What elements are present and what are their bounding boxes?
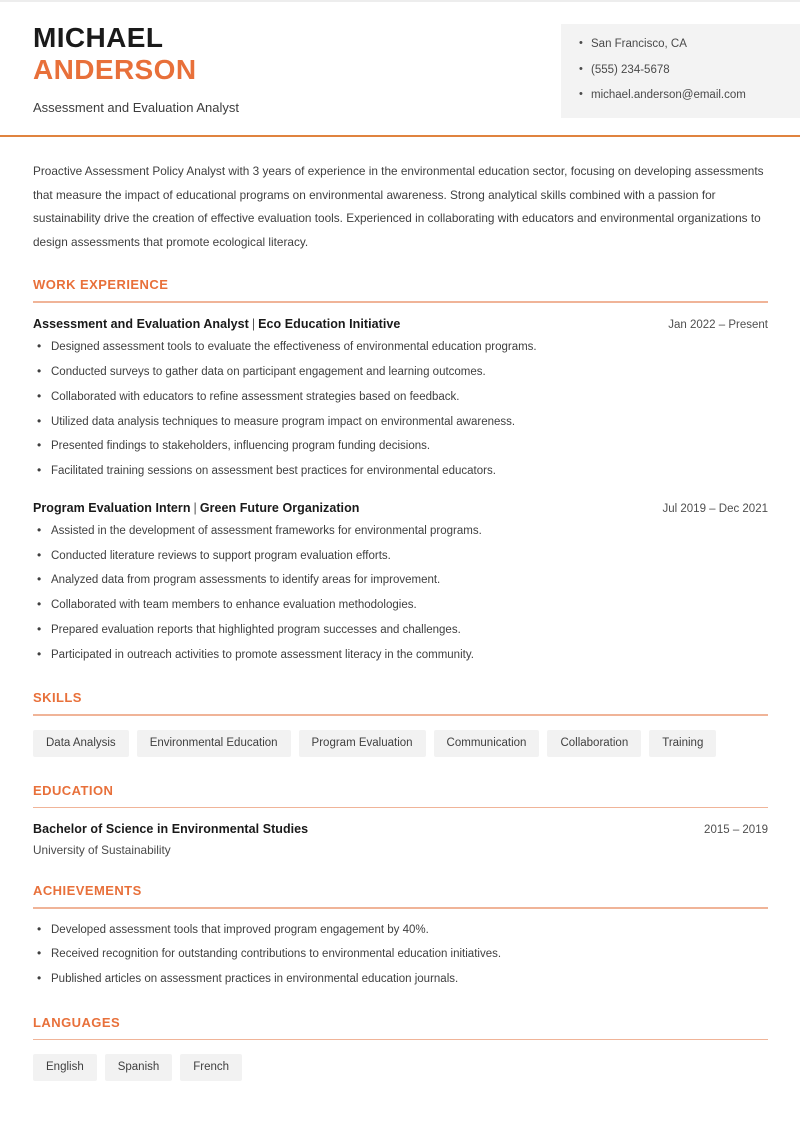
experience-entry-header bbox=[33, 317, 768, 331]
first-name: MICHAEL bbox=[33, 22, 164, 53]
language-tag: French bbox=[180, 1054, 242, 1081]
contact-info-box bbox=[561, 24, 800, 118]
job-title-subheading: Assessment and Evaluation Analyst bbox=[33, 99, 239, 115]
skills-tag-list bbox=[33, 730, 767, 757]
education-entry-header bbox=[33, 822, 768, 836]
contact-list bbox=[579, 38, 800, 102]
last-name: ANDERSON bbox=[33, 54, 197, 86]
bullet-item: • Assisted in the development of assessment frameworks for environmental programs. bbox=[33, 524, 767, 538]
title-separator: | bbox=[251, 316, 256, 331]
contact-phone[interactable]: • (555) 234-5678 bbox=[579, 64, 800, 77]
education-school: University of Sustainability bbox=[33, 843, 171, 858]
bullet-item: • Designed assessment tools to evaluate the effectiveness of environmental education programs. bbox=[33, 340, 767, 354]
section-title-education: EDUCATION bbox=[33, 782, 114, 798]
bullet-item: • Facilitated training sessions on assessment best practices for environmental educators. bbox=[33, 464, 767, 478]
section-title-skills: SKILLS bbox=[33, 690, 82, 706]
bullet-item: • Published articles on assessment practices in environmental education journals. bbox=[33, 972, 767, 986]
experience-company: Green Future Organization bbox=[199, 500, 360, 515]
skill-tag: Training bbox=[649, 730, 716, 757]
section-skills bbox=[33, 690, 767, 756]
section-languages bbox=[33, 1015, 767, 1081]
bullet-item: • Conducted surveys to gather data on participant engagement and learning outcomes. bbox=[33, 365, 767, 379]
bullet-item: • Collaborated with educators to refine assessment strategies based on feedback. bbox=[33, 390, 767, 404]
skill-tag: Data Analysis bbox=[33, 730, 129, 757]
header-divider bbox=[0, 135, 800, 137]
section-title-languages: LANGUAGES bbox=[33, 1014, 121, 1030]
language-tag: English bbox=[33, 1054, 97, 1081]
achievements-list bbox=[33, 923, 767, 987]
experience-entry-header bbox=[33, 501, 768, 515]
skill-tag: Environmental Education bbox=[137, 730, 291, 757]
section-divider bbox=[33, 301, 768, 303]
skill-tag: Communication bbox=[434, 730, 540, 757]
education-entry bbox=[33, 822, 767, 857]
bullet-item: • Utilized data analysis techniques to measure program impact on environmental awareness. bbox=[33, 415, 767, 429]
section-divider bbox=[33, 907, 768, 909]
section-divider bbox=[33, 714, 768, 716]
bullet-item: • Participated in outreach activities to promote assessment literacy in the community. bbox=[33, 648, 767, 662]
section-achievements bbox=[33, 883, 767, 987]
section-title-work-experience: WORK EXPERIENCE bbox=[33, 277, 169, 293]
skill-tag: Program Evaluation bbox=[299, 730, 426, 757]
experience-role: Program Evaluation Intern bbox=[33, 500, 191, 515]
bullet-item: • Analyzed data from program assessments to identify areas for improvement. bbox=[33, 573, 767, 587]
section-education bbox=[33, 783, 767, 858]
contact-email[interactable]: • michael.anderson@email.com bbox=[579, 89, 800, 102]
experience-bullet-list bbox=[33, 524, 767, 663]
experience-title-line bbox=[33, 501, 359, 515]
education-date-range: 2015 – 2019 bbox=[704, 824, 768, 837]
experience-entry bbox=[33, 501, 767, 663]
bullet-item: • Conducted literature reviews to support program evaluation efforts. bbox=[33, 549, 767, 563]
contact-location: • San Francisco, CA bbox=[579, 38, 800, 51]
experience-date-range: Jul 2019 – Dec 2021 bbox=[662, 502, 768, 515]
section-divider bbox=[33, 807, 768, 809]
experience-title-line bbox=[33, 317, 400, 331]
title-separator: | bbox=[193, 500, 197, 515]
bullet-item: • Presented findings to stakeholders, influencing program funding decisions. bbox=[33, 439, 767, 453]
header-identity bbox=[33, 22, 533, 115]
language-tag: Spanish bbox=[105, 1054, 173, 1081]
section-work-experience bbox=[33, 277, 767, 662]
experience-role: Assessment and Evaluation Analyst bbox=[33, 316, 249, 331]
professional-summary: Proactive Assessment Policy Analyst with 3 years of experience in the environmental education sector, focusing on developing assessments that measure the impact of educational programs on environmental awareness. Strong analytical skills combined with a passion for sustainability drive the creation of effective evaluation tools. Experienced in collaborating with educators and environmental organizations to design assessments that promote ecological literacy. bbox=[33, 164, 764, 249]
experience-bullet-list bbox=[33, 340, 767, 479]
experience-date-range: Jan 2022 – Present bbox=[668, 318, 768, 331]
section-divider bbox=[33, 1039, 768, 1041]
section-title-achievements: ACHIEVEMENTS bbox=[33, 883, 142, 899]
languages-tag-list bbox=[33, 1054, 767, 1081]
bullet-item: • Developed assessment tools that improved program engagement by 40%. bbox=[33, 923, 767, 937]
resume-body bbox=[0, 160, 800, 1081]
education-degree: Bachelor of Science in Environmental Studies bbox=[33, 822, 309, 837]
resume-header bbox=[0, 2, 800, 136]
skill-tag: Collaboration bbox=[547, 730, 641, 757]
bullet-item: • Received recognition for outstanding contributions to environmental education initiatives. bbox=[33, 947, 767, 961]
bullet-item: • Prepared evaluation reports that highlighted program successes and challenges. bbox=[33, 623, 767, 637]
bullet-item: • Collaborated with team members to enhance evaluation methodologies. bbox=[33, 598, 767, 612]
experience-company: Eco Education Initiative bbox=[258, 316, 401, 331]
experience-entry bbox=[33, 317, 767, 479]
